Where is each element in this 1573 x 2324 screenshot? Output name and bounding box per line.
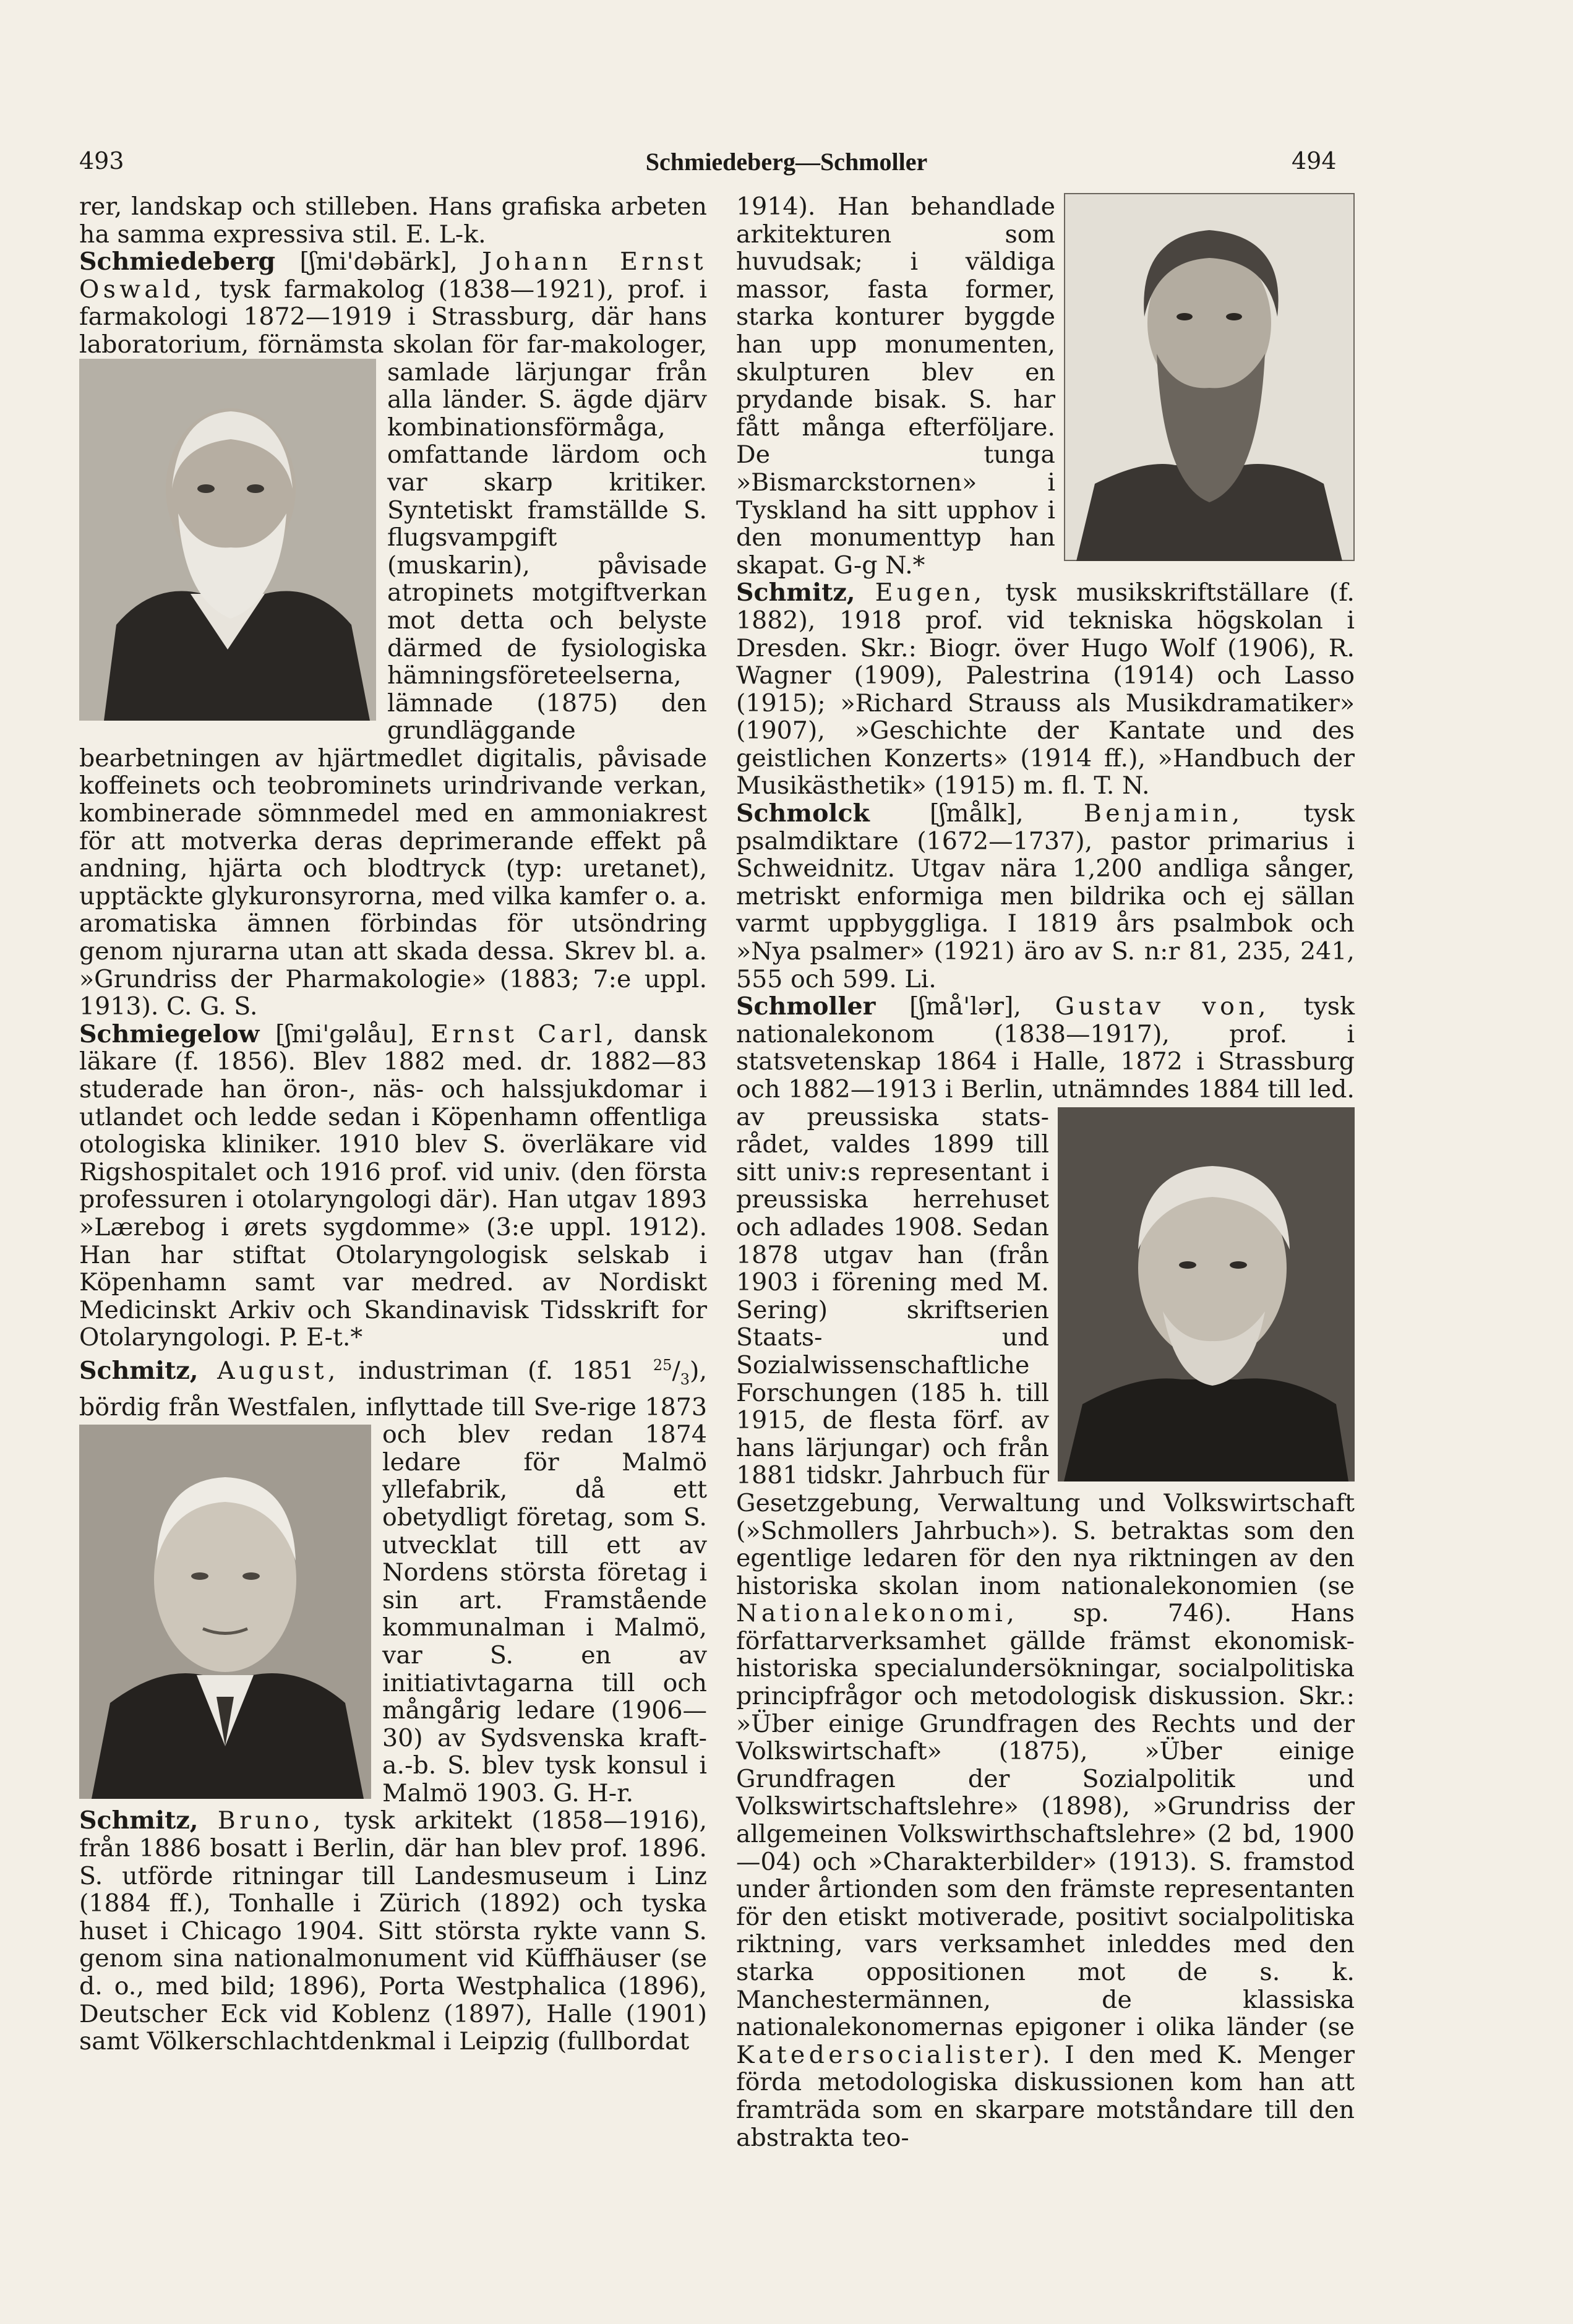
portrait-schmoller [1058, 1107, 1355, 1481]
given-names: Bruno, [217, 1806, 325, 1835]
entry-continuation: rer, landskap och stilleben. Hans grafiska arbeten ha samma expressiva stil. E. L-k. [79, 192, 707, 249]
portrait-schmitz-august [79, 1425, 371, 1799]
given-names: Benjamin, [1083, 799, 1244, 828]
headword: Schmitz, [736, 578, 855, 607]
date-month: 3 [680, 1370, 690, 1388]
left-page-number: 493 [79, 147, 124, 174]
given-names: August, [217, 1357, 340, 1386]
entry-text: tysk musikskriftställare (f. 1882), 1918 prof. vid tekniska högskolan i Dresden. Skr.: Biogr. över Hugo Wolf (1906), R. Wagner (1909), Palestrina (1914) och Lasso (1915); »Richard Strauss als Musikdramatiker» (1907), »Geschichte der Kantate und des geistlichen Konzerts» (1914 ff.), »Handbuch der Musikästhetik» (1915) m. fl. T. N. [736, 578, 1355, 800]
entry-text-part4: ). I den med K. Menger förda metodologiska diskussionen kom han att framträda som en skarpare motståndare till den abstrakta teo- [736, 2040, 1355, 2152]
entry-text-part2: rådet, valdes 1899 till sitt univ:s representant i preussiska herrehuset och adlades 1908. Sedan 1878 utgav han (från 1903 i förening med M. Sering) skriftserien Staats- und Sozialwissenschaftliche Forschungen (185 h. till 1915, de flesta förf. av hans lärjungar) och från 1881 tidskr. Jahrbuch für Gesetzgebung, Verwaltung und Volkswirtschaft (»Schmollers Jahrbuch»). S. betraktas som den egentlige ledaren för den nya riktningen av den historiska skolan inom nationalekonomien (se [736, 1130, 1355, 1600]
entry-text: dansk läkare (f. 1856). Blev 1882 med. dr. 1882—83 studerade han öron-, näs- och halssjukdomar i utlandet och ledde sedan i Köpenhamn offentliga otologiska kliniker. 1910 blev S. överläkare vid Rigshospitalet och 1916 prof. vid univ. (den första professuren i otolaryngologi där). Han utgav 1893 »Lærebog i ørets sygdomme» (3:e uppl. 1912). Han har stiftat Otolaryngologisk selskab i Köpenhamn samt var medred. av Nordiskt Medicinskt Arkiv och Skandinavisk Tidsskrift for Otolaryngologi. P. E-t.* [79, 1019, 708, 1352]
headword: Schmitz, [79, 1806, 199, 1835]
right-column [736, 193, 1355, 2151]
headword: Schmitz, [79, 1357, 199, 1386]
entry-schmitz-bruno-continued [736, 193, 1355, 579]
entry-schmiedeberg [79, 248, 707, 1021]
headword: Schmiedeberg [79, 247, 276, 277]
entry-text-part1: tysk nationalekonom (1838—1917), prof. i statsvetenskap 1864 i Halle, 1872 i Strassburg och 1882—1913 i Berlin, utnämndes 1884 till led. av preussiska stats- [736, 992, 1355, 1131]
entry-text-part1: ), bördig från Westfalen, inflyttade till Sve- [79, 1357, 707, 1421]
given-names: Johann Ernst Oswald, [79, 247, 708, 304]
entry-schmoller [736, 993, 1355, 2151]
page-header [0, 147, 1573, 184]
headword: Schmiegelow [79, 1019, 260, 1048]
entry-text-part1: tysk farmakolog (1838—1921), prof. i farmakologi 1872—1919 i Strassburg, där hans laboratorium, förnämsta skolan för far- [79, 275, 707, 359]
pronunciation: [ʃmi'dəbärk], [299, 247, 458, 277]
running-title: Schmiedeberg—Schmoller [645, 148, 928, 176]
right-page-number: 494 [1292, 147, 1337, 174]
headword: Schmoller [736, 992, 876, 1021]
date-day: 25 [653, 1356, 672, 1374]
given-names: Gustav von, [1055, 992, 1270, 1021]
entry-text-part2: makologer, samlade lärjungar från alla länder. S. ägde djärv kombinationsförmåga, omfattande lärdom och var skarp kritiker. Syntetiskt framställde S. flugsvampgift (muskarin), påvisade atropinets motgiftverkan mot detta och belyste därmed de fysiologiska hämningsföreteelserna, lämnade (1875) den grundläggande bearbetningen av hjärtmedlet digitalis, påvisade koffeinets och teobrominets urindrivande verkan, kombinerade sömnmedel med en ammoniakrest för att motverka deras deprimerande effekt på andning, hjärta och blodtryck (typ: uretanet), upptäckte glykuronsyrorna, med vilka kamfer o. a. aromatiska ämnen förbindas för utsöndring genom njurarna utan att skada dessa. Skrev bl. a. »Grundriss der Pharmakologie» (1883; 7:e uppl. 1913). C. G. S. [79, 330, 707, 1021]
entry-text: 1914). Han behandlade arkitekturen som huvudsak; i väldiga massor, fasta former, starka konturer byggde han upp monumenten, skulpturen blev en prydande bisak. S. har fått många efterföljare. De tunga »Bismarckstornen» i Tyskland ha sitt upphov i den monumenttyp han skapat. G-g N.* [736, 192, 1055, 580]
left-column [79, 193, 707, 2056]
entry-text-start: industriman (f. 1851 [358, 1357, 653, 1386]
entry-text-part3: , sp. 746). Hans författarverksamhet gällde främst ekonomisk-historiska specialundersökningar, socialpolitiska principfrågor och metodologisk diskussion. Skr.: »Über einige Grundfragen des Rechts und der Volkswirtschaft» (1875), »Über einige Grundfragen der Sozialpolitik und Volkswirtschaftslehre» (1898), »Grundriss der allgemeinen Volkswirthschaftslehre» (2 bd, 1900—04) och »Charakterbilder» (1913). S. framstod under årtionden som den främste representanten för den etiskt motiverade, positivt socialpolitiska riktning, vars verksamhet inleddes med den starka oppositionen mot de s. k. Manchestermännen, de klassiska nationalekonomernas epigoner i olika länder (se [736, 1599, 1355, 2042]
pronunciation: [ʃmi'gəlåu], [275, 1019, 415, 1048]
portrait-schmiedeberg [79, 359, 376, 721]
entry-schmitz-eugen [736, 579, 1355, 800]
pronunciation: [ʃmå'lər], [909, 992, 1021, 1021]
cross-reference: Nationalekonomi [736, 1599, 1007, 1628]
entry-text: tysk arkitekt (1858—1916), från 1886 bosatt i Berlin, där han blev prof. 1896. S. utförde ritningar till Landesmuseum i Linz (1884 ff.), Tonhalle i Zürich (1892) och tyska huset i Chicago 1904. Sitt största rykte vann S. genom sina nationalmonument vid Küffhäuser (se d. o., med bild; 1896), Porta Westphalica (1896), Deutscher Eck vid Koblenz (1897), Halle (1901) samt Völkerschlachtdenkmal i Leipzig (fullbordat [79, 1806, 707, 2056]
entry-text-part2: rige 1873 och blev redan 1874 ledare för Malmö yllefabrik, då ett obetydligt företag, som S. utvecklat till ett av Nordens största företag i sin art. Framstående kommunalman i Malmö, var S. en av initiativtagarna till och mångårig ledare (1906—30) av Sydsvenska kraft-a.-b. S. blev tysk konsul i Malmö 1903. G. H-r. [382, 1392, 707, 1807]
headword: Schmolck [736, 799, 870, 828]
entry-schmitz-august: Schmitz, August, industriman (f. 1851 $^{25}/_3$), bördig från Westfalen, inflyttade till Sve- rige 1873 och blev redan 1874 ledare för Malmö yllefabrik, då ett obetydligt företag, som S. utvecklat till ett av Nordens största företag i sin art. Framstående kommunalman i Malmö, var S. en av initiativtagarna till och mångårig ledare (1906—30) av Sydsvenska kraft-a.-b. S. blev tysk konsul i Malmö 1903. G. H-r. [79, 1356, 707, 1807]
portrait-schmitz-bruno [1064, 193, 1355, 561]
given-names: Eugen, [875, 578, 986, 607]
entry-text: tysk psalmdiktare (1672—1737), pastor primarius i Schweidnitz. Utgav nära 1,200 andliga sånger, metriskt enformiga men bildrika och ej sällan varmt uppbyggliga. I 1819 års psalmbok och »Nya psalmer» (1921) äro av S. n:r 81, 235, 241, 555 och 599. Li. [736, 799, 1355, 993]
cross-reference: Katedersocialister [736, 2040, 1033, 2069]
entry-schmitz-bruno [79, 1807, 707, 2055]
pronunciation: [ʃmålk], [930, 799, 1024, 828]
entry-schmiegelow [79, 1021, 707, 1352]
given-names: Ernst Carl, [431, 1019, 618, 1048]
entry-schmolck [736, 800, 1355, 993]
